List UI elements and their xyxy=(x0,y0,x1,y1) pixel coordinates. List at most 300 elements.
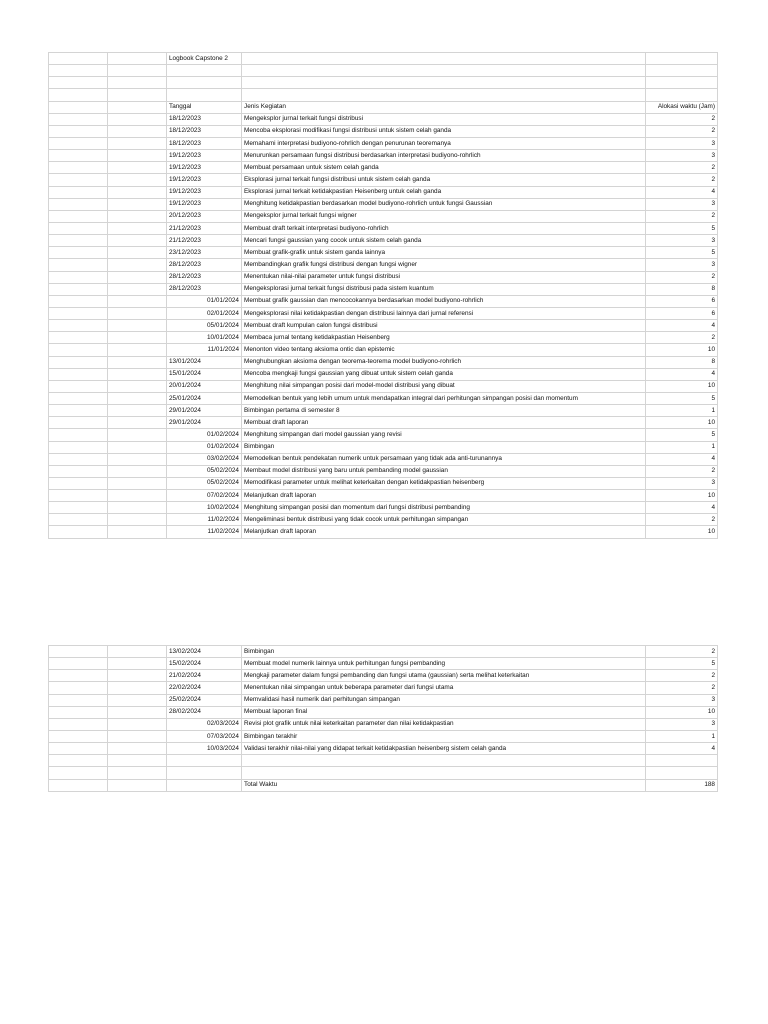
activity-cell[interactable]: Membuat draft kumpulan calon fungsi distribusi xyxy=(242,320,646,332)
table-row xyxy=(49,429,718,441)
cell[interactable] xyxy=(108,210,167,222)
cell[interactable] xyxy=(242,767,646,779)
cell[interactable] xyxy=(108,392,167,404)
date-cell[interactable]: 22/02/2024 xyxy=(167,682,242,694)
date-cell[interactable]: 03/02/2024 xyxy=(167,453,242,465)
cell[interactable] xyxy=(108,198,167,210)
cell[interactable] xyxy=(242,53,646,65)
cell[interactable] xyxy=(108,356,167,368)
cell[interactable] xyxy=(646,755,718,767)
hours-cell[interactable]: 3 xyxy=(646,477,718,489)
cell[interactable] xyxy=(108,150,167,162)
hours-cell[interactable]: 5 xyxy=(646,429,718,441)
date-cell[interactable]: 13/01/2024 xyxy=(167,356,242,368)
hours-cell[interactable]: 1 xyxy=(646,405,718,417)
cell[interactable] xyxy=(49,283,108,295)
cell[interactable] xyxy=(108,670,167,682)
empty-row xyxy=(49,767,718,779)
table-row xyxy=(49,670,718,682)
cell[interactable] xyxy=(49,405,108,417)
cell[interactable] xyxy=(108,235,167,247)
cell[interactable] xyxy=(49,453,108,465)
table-row xyxy=(49,295,718,307)
date-cell[interactable]: 13/02/2024 xyxy=(167,646,242,658)
logbook-table-page2 xyxy=(48,645,718,792)
activity-cell[interactable]: Menghitung simpangan dari model gaussian yang revisi xyxy=(242,429,646,441)
cell[interactable] xyxy=(167,755,242,767)
activity-cell[interactable]: Memahami interpretasi budiyono-rohrlich dengan penurunan teoremanya xyxy=(242,137,646,149)
hours-cell[interactable]: 10 xyxy=(646,706,718,718)
table-row xyxy=(49,247,718,259)
date-cell[interactable]: 19/12/2023 xyxy=(167,186,242,198)
activity-cell[interactable]: Mencari fungsi gaussian yang cocok untuk sistem celah ganda xyxy=(242,235,646,247)
cell[interactable] xyxy=(108,755,167,767)
date-cell[interactable]: 20/12/2023 xyxy=(167,210,242,222)
cell[interactable] xyxy=(49,694,108,706)
logbook-title[interactable]: Logbook Capstone 2 xyxy=(167,53,242,65)
hours-cell[interactable]: 2 xyxy=(646,682,718,694)
date-cell[interactable]: 07/03/2024 xyxy=(167,730,242,742)
hours-cell[interactable]: 2 xyxy=(646,210,718,222)
date-cell[interactable]: 02/01/2024 xyxy=(167,307,242,319)
date-cell[interactable]: 05/02/2024 xyxy=(167,465,242,477)
activity-cell[interactable]: Mengeliminasi bentuk distribusi yang tidak cocok untuk perhitungan simpangan xyxy=(242,514,646,526)
hours-cell[interactable]: 2 xyxy=(646,125,718,137)
cell[interactable] xyxy=(49,441,108,453)
date-cell[interactable]: 10/01/2024 xyxy=(167,332,242,344)
date-cell[interactable]: 21/12/2023 xyxy=(167,235,242,247)
date-cell[interactable]: 18/12/2023 xyxy=(167,137,242,149)
cell[interactable] xyxy=(49,332,108,344)
cell[interactable] xyxy=(167,65,242,77)
activity-cell[interactable]: Bimbingan terakhir xyxy=(242,730,646,742)
cell[interactable] xyxy=(49,186,108,198)
date-cell[interactable]: 25/01/2024 xyxy=(167,392,242,404)
activity-cell[interactable]: Revisi plot grafik untuk nilai keterkaitan parameter dan nilai ketidakpastian xyxy=(242,718,646,730)
cell[interactable] xyxy=(49,514,108,526)
hours-cell[interactable]: 2 xyxy=(646,465,718,477)
cell[interactable] xyxy=(108,53,167,65)
table-row xyxy=(49,368,718,380)
date-cell[interactable]: 28/12/2023 xyxy=(167,271,242,283)
header-row xyxy=(49,101,718,113)
hours-cell[interactable]: 3 xyxy=(646,198,718,210)
cell[interactable] xyxy=(167,767,242,779)
cell[interactable] xyxy=(646,77,718,89)
activity-cell[interactable]: Memodifikasi parameter untuk melihat keterkaitan dengan ketidakpastian heisenberg xyxy=(242,477,646,489)
date-cell[interactable]: 11/01/2024 xyxy=(167,344,242,356)
table-row xyxy=(49,646,718,658)
cell[interactable] xyxy=(49,526,108,538)
cell[interactable] xyxy=(108,101,167,113)
cell[interactable] xyxy=(49,271,108,283)
activity-cell[interactable]: Mencoba eksplorasi modifikasi fungsi distribusi untuk sistem celah ganda xyxy=(242,125,646,137)
hours-cell[interactable]: 2 xyxy=(646,514,718,526)
logbook-table-page1 xyxy=(48,52,718,539)
cell[interactable] xyxy=(108,271,167,283)
activity-cell[interactable]: Menghitung simpangan posisi dan momentum dari fungsi distribusi pembanding xyxy=(242,502,646,514)
hours-cell[interactable]: 6 xyxy=(646,307,718,319)
cell[interactable] xyxy=(167,779,242,791)
cell[interactable] xyxy=(49,755,108,767)
date-cell[interactable]: 11/02/2024 xyxy=(167,514,242,526)
hours-cell[interactable]: 2 xyxy=(646,113,718,125)
table-row xyxy=(49,502,718,514)
cell[interactable] xyxy=(167,77,242,89)
date-cell[interactable]: 18/12/2023 xyxy=(167,125,242,137)
hours-cell[interactable]: 2 xyxy=(646,332,718,344)
table-row xyxy=(49,392,718,404)
date-cell[interactable]: 18/12/2023 xyxy=(167,113,242,125)
date-cell[interactable]: 11/02/2024 xyxy=(167,526,242,538)
cell[interactable] xyxy=(49,89,108,101)
hours-cell[interactable]: 5 xyxy=(646,392,718,404)
cell[interactable] xyxy=(108,502,167,514)
cell[interactable] xyxy=(108,259,167,271)
table-row xyxy=(49,332,718,344)
hours-cell[interactable]: 2 xyxy=(646,271,718,283)
date-cell[interactable]: 01/02/2024 xyxy=(167,441,242,453)
cell[interactable] xyxy=(49,259,108,271)
date-cell[interactable]: 19/12/2023 xyxy=(167,198,242,210)
cell[interactable] xyxy=(108,380,167,392)
total-label[interactable]: Total Waktu xyxy=(242,779,646,791)
cell[interactable] xyxy=(108,694,167,706)
date-cell[interactable]: 01/01/2024 xyxy=(167,295,242,307)
date-cell[interactable]: 10/02/2024 xyxy=(167,502,242,514)
hours-cell[interactable]: 10 xyxy=(646,344,718,356)
cell[interactable] xyxy=(108,186,167,198)
activity-cell[interactable]: Eksplorasi jurnal terkait fungsi distribusi untuk sistem celah ganda xyxy=(242,174,646,186)
cell[interactable] xyxy=(108,125,167,137)
empty-row xyxy=(49,755,718,767)
activity-cell[interactable]: Memodelkan bentuk pendekatan numerik untuk persamaan yang tidak ada anti-turunannya xyxy=(242,453,646,465)
cell[interactable] xyxy=(108,441,167,453)
date-cell[interactable]: 07/02/2024 xyxy=(167,490,242,502)
hours-cell[interactable]: 5 xyxy=(646,222,718,234)
cell[interactable] xyxy=(646,767,718,779)
table-row xyxy=(49,150,718,162)
table-row xyxy=(49,125,718,137)
date-cell[interactable]: 02/03/2024 xyxy=(167,718,242,730)
cell[interactable] xyxy=(49,646,108,658)
activity-cell[interactable]: Mengeksplorasi jurnal terkait fungsi distribusi pada sistem kuantum xyxy=(242,283,646,295)
hours-cell[interactable]: 8 xyxy=(646,283,718,295)
cell[interactable] xyxy=(108,526,167,538)
cell[interactable] xyxy=(108,295,167,307)
table-row xyxy=(49,320,718,332)
table-row xyxy=(49,526,718,538)
hours-cell[interactable]: 10 xyxy=(646,526,718,538)
activity-cell[interactable]: Menentukan nilai simpangan untuk beberapa parameter dari fungsi utama xyxy=(242,682,646,694)
cell[interactable] xyxy=(108,77,167,89)
cell[interactable] xyxy=(49,295,108,307)
cell[interactable] xyxy=(49,429,108,441)
table-row xyxy=(49,186,718,198)
cell[interactable] xyxy=(49,137,108,149)
hours-cell[interactable]: 3 xyxy=(646,718,718,730)
cell[interactable] xyxy=(108,89,167,101)
table-row xyxy=(49,198,718,210)
date-cell[interactable]: 28/12/2023 xyxy=(167,283,242,295)
cell[interactable] xyxy=(108,718,167,730)
hours-cell[interactable]: 3 xyxy=(646,235,718,247)
date-cell[interactable]: 01/02/2024 xyxy=(167,429,242,441)
cell[interactable] xyxy=(108,137,167,149)
hours-cell[interactable]: 5 xyxy=(646,658,718,670)
table-row xyxy=(49,210,718,222)
activity-cell[interactable]: Membuat persamaan untuk sistem celah ganda xyxy=(242,162,646,174)
cell[interactable] xyxy=(167,89,242,101)
date-cell[interactable]: 29/01/2024 xyxy=(167,405,242,417)
date-cell[interactable]: 19/12/2023 xyxy=(167,174,242,186)
activity-cell[interactable]: Membuat draft laporan xyxy=(242,417,646,429)
activity-cell[interactable]: Membuat grafik gaussian dan mencocokannya berdasarkan model budiyono-rohrlich xyxy=(242,295,646,307)
cell[interactable] xyxy=(49,235,108,247)
cell[interactable] xyxy=(242,65,646,77)
table-row xyxy=(49,380,718,392)
cell[interactable] xyxy=(108,307,167,319)
activity-cell[interactable]: Menghitung nilai simpangan posisi dari model-model distribusi yang dibuat xyxy=(242,380,646,392)
hours-cell[interactable]: 3 xyxy=(646,137,718,149)
hours-cell[interactable]: 4 xyxy=(646,186,718,198)
table-row xyxy=(49,706,718,718)
cell[interactable] xyxy=(49,65,108,77)
hours-cell[interactable]: 2 xyxy=(646,646,718,658)
activity-cell[interactable]: Melanjutkan draft laporan xyxy=(242,526,646,538)
date-cell[interactable]: 15/01/2024 xyxy=(167,368,242,380)
cell[interactable] xyxy=(49,320,108,332)
cell[interactable] xyxy=(49,307,108,319)
cell[interactable] xyxy=(49,477,108,489)
hours-cell[interactable]: 1 xyxy=(646,441,718,453)
cell[interactable] xyxy=(108,247,167,259)
cell[interactable] xyxy=(646,89,718,101)
table-row xyxy=(49,694,718,706)
activity-cell[interactable]: Membandingkan grafik fungsi distribusi dengan fungsi wigner xyxy=(242,259,646,271)
table-row xyxy=(49,162,718,174)
cell[interactable] xyxy=(49,502,108,514)
cell[interactable] xyxy=(49,490,108,502)
cell[interactable] xyxy=(108,368,167,380)
total-value[interactable]: 188 xyxy=(646,779,718,791)
hours-cell[interactable]: 2 xyxy=(646,162,718,174)
title-row xyxy=(49,53,718,65)
hours-cell[interactable]: 4 xyxy=(646,453,718,465)
activity-cell[interactable]: Membuat draft terkait interpretasi budiyono-rohrlich xyxy=(242,222,646,234)
date-cell[interactable]: 15/02/2024 xyxy=(167,658,242,670)
hours-cell[interactable]: 10 xyxy=(646,417,718,429)
date-cell[interactable]: 28/12/2023 xyxy=(167,259,242,271)
activity-cell[interactable]: Menentukan nilai-nilai parameter untuk fungsi distribusi xyxy=(242,271,646,283)
date-cell[interactable]: 25/02/2024 xyxy=(167,694,242,706)
hours-cell[interactable]: 2 xyxy=(646,174,718,186)
cell[interactable] xyxy=(108,658,167,670)
cell[interactable] xyxy=(49,198,108,210)
cell[interactable] xyxy=(108,283,167,295)
cell[interactable] xyxy=(49,368,108,380)
hours-cell[interactable]: 4 xyxy=(646,502,718,514)
date-cell[interactable]: 05/02/2024 xyxy=(167,477,242,489)
cell[interactable] xyxy=(108,477,167,489)
cell[interactable] xyxy=(49,356,108,368)
date-cell[interactable]: 29/01/2024 xyxy=(167,417,242,429)
table-row xyxy=(49,137,718,149)
activity-cell[interactable]: Membaut model distribusi yang baru untuk pembanding model gaussian xyxy=(242,465,646,477)
cell[interactable] xyxy=(49,247,108,259)
hours-cell[interactable]: 6 xyxy=(646,295,718,307)
cell[interactable] xyxy=(108,222,167,234)
cell[interactable] xyxy=(108,743,167,755)
cell[interactable] xyxy=(108,113,167,125)
date-cell[interactable]: 21/02/2024 xyxy=(167,670,242,682)
cell[interactable] xyxy=(49,380,108,392)
cell[interactable] xyxy=(49,222,108,234)
activity-cell[interactable]: Bimbingan pertama di semester 8 xyxy=(242,405,646,417)
cell[interactable] xyxy=(108,767,167,779)
date-cell[interactable]: 23/12/2023 xyxy=(167,247,242,259)
table-row xyxy=(49,441,718,453)
cell[interactable] xyxy=(108,646,167,658)
cell[interactable] xyxy=(646,65,718,77)
activity-cell[interactable]: Mengeksplor jurnal terkait fungsi distribusi xyxy=(242,113,646,125)
activity-cell[interactable]: Mencoba mengkaji fungsi gaussian yang dibuat untuk sistem celah ganda xyxy=(242,368,646,380)
cell[interactable] xyxy=(49,125,108,137)
cell[interactable] xyxy=(49,465,108,477)
activity-cell[interactable]: Bimbingan xyxy=(242,646,646,658)
cell[interactable] xyxy=(49,113,108,125)
cell[interactable] xyxy=(242,77,646,89)
header-date[interactable]: Tanggal xyxy=(167,101,242,113)
table-row xyxy=(49,514,718,526)
header-hours[interactable]: Alokasi waktu (Jam) xyxy=(646,101,718,113)
activity-cell[interactable]: Menghitung ketidakpastian berdasarkan model budiyono-rohrlich untuk fungsi Gaussian xyxy=(242,198,646,210)
cell[interactable] xyxy=(108,730,167,742)
cell[interactable] xyxy=(108,682,167,694)
cell[interactable] xyxy=(49,53,108,65)
hours-cell[interactable]: 5 xyxy=(646,247,718,259)
logbook-table-body-page1 xyxy=(49,53,718,539)
activity-cell[interactable]: Membuat grafik-grafik untuk sistem ganda lainnya xyxy=(242,247,646,259)
activity-cell[interactable]: Membuat model numerik lainnya untuk perhitungan fungsi pembanding xyxy=(242,658,646,670)
cell[interactable] xyxy=(108,490,167,502)
table-row xyxy=(49,477,718,489)
date-cell[interactable]: 19/12/2023 xyxy=(167,162,242,174)
cell[interactable] xyxy=(108,453,167,465)
activity-cell[interactable]: Validasi terakhir nilai-nilai yang didapat terkait ketidakpastian heisenberg sistem celah ganda xyxy=(242,743,646,755)
activity-cell[interactable]: Menghubungkan aksioma dengan teorema-teorema model budiyono-rohrlich xyxy=(242,356,646,368)
activity-cell[interactable]: Menurunkan persamaan fungsi distribusi berdasarkan interpretasi budiyono-rohrlich xyxy=(242,150,646,162)
activity-cell[interactable]: Bimbingan xyxy=(242,441,646,453)
hours-cell[interactable]: 8 xyxy=(646,356,718,368)
date-cell[interactable]: 05/01/2024 xyxy=(167,320,242,332)
cell[interactable] xyxy=(108,429,167,441)
hours-cell[interactable]: 3 xyxy=(646,694,718,706)
date-cell[interactable]: 28/02/2024 xyxy=(167,706,242,718)
cell[interactable] xyxy=(242,89,646,101)
cell[interactable] xyxy=(49,101,108,113)
cell[interactable] xyxy=(49,706,108,718)
hours-cell[interactable]: 4 xyxy=(646,743,718,755)
header-activity[interactable]: Jenis Kegiatan xyxy=(242,101,646,113)
table-row xyxy=(49,283,718,295)
cell[interactable] xyxy=(49,670,108,682)
table-row xyxy=(49,405,718,417)
cell[interactable] xyxy=(108,344,167,356)
cell[interactable] xyxy=(646,53,718,65)
cell[interactable] xyxy=(49,150,108,162)
cell[interactable] xyxy=(49,174,108,186)
hours-cell[interactable]: 2 xyxy=(646,670,718,682)
date-cell[interactable]: 21/12/2023 xyxy=(167,222,242,234)
cell[interactable] xyxy=(49,658,108,670)
cell[interactable] xyxy=(49,718,108,730)
activity-cell[interactable]: Memodelkan bentuk yang lebih umum untuk mendapatkan integral dari perhitungan simpangan posisi dan momentum xyxy=(242,392,646,404)
activity-cell[interactable]: Menonton video tentang aksioma ontic dan epistemic xyxy=(242,344,646,356)
cell[interactable] xyxy=(108,162,167,174)
cell[interactable] xyxy=(49,344,108,356)
hours-cell[interactable]: 1 xyxy=(646,730,718,742)
activity-cell[interactable]: Mengkaji parameter dalam fungsi pembanding dan fungsi utama (gaussian) serta melihat keterkaitan xyxy=(242,670,646,682)
cell[interactable] xyxy=(49,779,108,791)
empty-row xyxy=(49,89,718,101)
hours-cell[interactable]: 3 xyxy=(646,259,718,271)
table-row xyxy=(49,222,718,234)
activity-cell[interactable]: Membaca jurnal tentang ketidakpastian Heisenberg xyxy=(242,332,646,344)
cell[interactable] xyxy=(108,706,167,718)
cell[interactable] xyxy=(108,465,167,477)
date-cell[interactable]: 19/12/2023 xyxy=(167,150,242,162)
activity-cell[interactable]: Melanjutkan draft laporan xyxy=(242,490,646,502)
table-row xyxy=(49,271,718,283)
total-row xyxy=(49,779,718,791)
date-cell[interactable]: 20/01/2024 xyxy=(167,380,242,392)
cell[interactable] xyxy=(108,332,167,344)
cell[interactable] xyxy=(108,320,167,332)
cell[interactable] xyxy=(242,755,646,767)
activity-cell[interactable]: Eksplorasi jurnal terkait ketidakpastian Heisenberg untuk celah ganda xyxy=(242,186,646,198)
hours-cell[interactable]: 4 xyxy=(646,368,718,380)
cell[interactable] xyxy=(108,514,167,526)
cell[interactable] xyxy=(49,162,108,174)
activity-cell[interactable]: Memvalidasi hasil numerik dari perhitungan simpangan xyxy=(242,694,646,706)
cell[interactable] xyxy=(49,77,108,89)
cell[interactable] xyxy=(108,779,167,791)
cell[interactable] xyxy=(108,174,167,186)
table-row xyxy=(49,174,718,186)
hours-cell[interactable]: 10 xyxy=(646,490,718,502)
cell[interactable] xyxy=(108,417,167,429)
date-cell[interactable]: 10/03/2024 xyxy=(167,743,242,755)
cell[interactable] xyxy=(49,767,108,779)
activity-cell[interactable]: Mengeksplorasi nilai ketidakpastian dengan distribusi lainnya dari jurnal referensi xyxy=(242,307,646,319)
activity-cell[interactable]: Membuat laporan final xyxy=(242,706,646,718)
cell[interactable] xyxy=(49,730,108,742)
cell[interactable] xyxy=(49,417,108,429)
cell[interactable] xyxy=(49,392,108,404)
cell[interactable] xyxy=(49,743,108,755)
table-row xyxy=(49,743,718,755)
cell[interactable] xyxy=(108,405,167,417)
hours-cell[interactable]: 4 xyxy=(646,320,718,332)
cell[interactable] xyxy=(49,682,108,694)
cell[interactable] xyxy=(49,210,108,222)
hours-cell[interactable]: 3 xyxy=(646,150,718,162)
activity-cell[interactable]: Mengeksplor jurnal terkait fungsi wigner xyxy=(242,210,646,222)
cell[interactable] xyxy=(108,65,167,77)
table-row xyxy=(49,235,718,247)
hours-cell[interactable]: 10 xyxy=(646,380,718,392)
